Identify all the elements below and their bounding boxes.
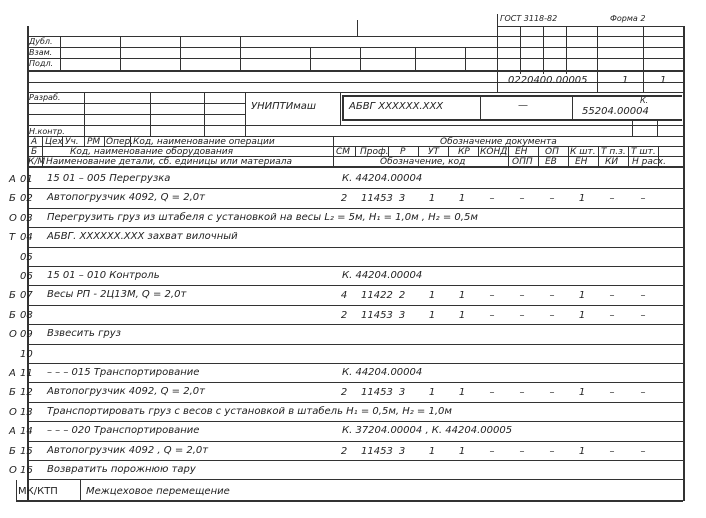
row-doc: К. 37204.00004 , К. 44204.00005: [342, 425, 513, 437]
row-number: 11: [20, 368, 33, 379]
row-cell-ut: 1: [428, 290, 436, 302]
row-text: Перегрузить груз из штабеля с установкой на весы L₂ = 5м, H₁ = 1,0м , H₂ = 0,5м: [47, 211, 478, 223]
row-text: АБВГ. ХХХХХХ.ХХХ захват вилочный: [47, 231, 238, 243]
row-number: 08: [20, 309, 33, 321]
row-cell-ut: 1: [428, 193, 436, 205]
col-b-tpz: Т п.з.: [601, 147, 626, 157]
row-number: 06: [20, 271, 33, 282]
row-text: Автопогрузчик 4092 , Q = 2,0т: [47, 444, 209, 456]
col-a-rm: РМ: [87, 137, 101, 147]
col-a-oper: Опер.: [106, 137, 134, 147]
row-cell-tpz: –: [609, 193, 615, 205]
row-cell-kshm: 1: [578, 387, 586, 399]
row-letter: Б: [9, 387, 16, 399]
row-number: 14: [20, 426, 33, 438]
sheet-number: 1: [660, 75, 667, 86]
row-cell-kr: 1: [458, 193, 466, 205]
row-cell-prof: 11453: [361, 387, 393, 399]
row-text: – – – 020 Транспортирование: [47, 425, 200, 437]
table-row: [0, 325, 706, 344]
row-cell-kond: –: [489, 445, 495, 457]
row-cell-tsht: –: [640, 387, 646, 399]
table-row: [0, 306, 706, 325]
table-row: [0, 286, 706, 305]
row-cell-tpz: –: [609, 290, 615, 302]
table-row: [0, 345, 706, 364]
row-cell-kshm: 1: [578, 193, 586, 205]
row-cell-tsht: –: [640, 290, 646, 302]
row-cell-kr: 1: [458, 290, 466, 302]
standard-label: ГОСТ 3118-82: [500, 14, 558, 23]
col-a-name: Код, наименование операции: [133, 137, 275, 147]
row-cell-kshm: 1: [578, 309, 586, 321]
row-cell-sm: 2: [340, 387, 348, 399]
row-cell-en: –: [519, 193, 525, 205]
doc-number: 0220400.00005: [508, 75, 588, 86]
row-number: 04: [20, 232, 33, 244]
row-cell-kond: –: [489, 387, 495, 399]
row-letter: Б: [9, 309, 16, 321]
row-cell-kshm: 1: [578, 290, 586, 302]
table-row: [0, 442, 706, 461]
row-cell-op: –: [549, 445, 555, 457]
row-doc: К. 44204.00004: [342, 367, 423, 378]
label-razrab: Разраб.: [29, 93, 61, 102]
row-cell-en: –: [519, 290, 525, 302]
col-km-letter: К/М: [28, 157, 46, 167]
table-row: [0, 228, 706, 247]
row-cell-tpz: –: [609, 309, 615, 321]
row-cell-r: 3: [398, 445, 406, 457]
col-km-en: ЕН: [575, 157, 588, 167]
row-cell-tsht: –: [640, 309, 646, 321]
table-row: [0, 267, 706, 286]
row-cell-op: –: [549, 290, 555, 302]
row-text: – – – 015 Транспортирование: [47, 367, 200, 378]
col-km-name: Наименование детали, сб. единицы или материала: [46, 157, 293, 167]
row-letter: О: [9, 465, 17, 476]
col-b-tsht: Т шт.: [631, 147, 656, 157]
row-cell-op: –: [549, 309, 555, 321]
row-cell-kr: 1: [458, 309, 466, 321]
col-b-name: Код, наименование оборудования: [70, 147, 234, 157]
footer-code: МК/КТП: [18, 486, 58, 497]
row-text: 15 01 – 010 Контроль: [47, 270, 160, 281]
col-a-docs: Обозначение документа: [440, 137, 557, 147]
row-number: 15: [20, 445, 33, 457]
row-cell-kr: 1: [458, 387, 466, 399]
row-cell-kond: –: [489, 290, 495, 302]
col-km-ev: ЕВ: [545, 157, 557, 167]
form-label: Форма 2: [610, 14, 646, 23]
col-km-opp: ОПП: [512, 157, 533, 167]
row-cell-en: –: [519, 387, 525, 399]
row-cell-r: 3: [398, 309, 406, 321]
label-vzam: Взам.: [29, 48, 53, 57]
table-row: [0, 422, 706, 441]
row-number: 07: [20, 290, 33, 302]
row-number: 12: [20, 387, 33, 399]
row-cell-ut: 1: [428, 309, 436, 321]
organization: УНИПТИмаш: [251, 101, 317, 112]
row-letter: Б: [9, 290, 16, 302]
row-doc: К. 44204.00004: [342, 270, 423, 281]
row-letter: Б: [9, 445, 16, 457]
row-number: 16: [20, 465, 33, 476]
row-cell-en: –: [519, 445, 525, 457]
row-number: 09: [20, 329, 33, 341]
col-b-kond: КОНД: [480, 147, 508, 157]
row-cell-ut: 1: [428, 445, 436, 457]
col-b-sm: СМ: [336, 147, 351, 157]
table-row: [0, 383, 706, 402]
row-cell-sm: 2: [340, 309, 348, 321]
col-b-kr: КР: [458, 147, 470, 157]
col-a-ceh: Цех: [45, 137, 63, 147]
col-km-nras: Н расх.: [632, 157, 666, 167]
row-text: Весы РП - 2Ц13М, Q = 2,0т: [47, 289, 187, 301]
col-b-en: ЕН: [515, 147, 528, 157]
row-number: 10: [20, 348, 33, 360]
row-letter: О: [9, 406, 17, 418]
row-cell-sm: 4: [340, 290, 348, 302]
label-nkontr: Н.контр.: [29, 127, 65, 136]
sheet-count: 1: [622, 75, 629, 86]
row-number: 03: [20, 212, 33, 224]
col-km-kn: КИ: [605, 157, 619, 167]
k-number: 55204.00004: [582, 106, 649, 117]
table-row: [0, 170, 706, 189]
table-row: [0, 209, 706, 228]
table-row: [0, 364, 706, 383]
row-cell-sm: 2: [340, 445, 348, 457]
col-a-uch: Уч.: [65, 137, 79, 147]
row-letter: Т: [9, 232, 16, 244]
row-number: 02: [20, 193, 33, 205]
col-b-ut: УТ: [428, 147, 439, 157]
row-letter: А: [9, 368, 16, 379]
row-text: Возвратить порожнюю тару: [47, 464, 196, 475]
row-cell-r: 3: [398, 193, 406, 205]
col-b-op: ОП: [545, 147, 559, 157]
row-cell-op: –: [549, 387, 555, 399]
row-cell-tsht: –: [640, 445, 646, 457]
row-cell-kr: 1: [458, 445, 466, 457]
row-cell-tsht: –: [640, 193, 646, 205]
label-dubl: Дубл.: [29, 37, 53, 46]
row-text: 15 01 – 005 Перегрузка: [47, 173, 171, 184]
row-cell-sm: 2: [340, 193, 348, 205]
col-km-code: Обозначение, код: [380, 157, 466, 167]
row-cell-tpz: –: [609, 387, 615, 399]
doc-code: АБВГ ХХХХХХ.ХХХ: [349, 101, 444, 112]
table-row: [0, 403, 706, 422]
row-letter: Б: [9, 193, 16, 205]
label-podl: Подл.: [29, 59, 54, 68]
row-number: 05: [20, 251, 33, 263]
row-letter: О: [9, 329, 17, 341]
k-prefix: К.: [640, 96, 649, 105]
row-cell-r: 3: [398, 387, 406, 399]
row-cell-ut: 1: [428, 387, 436, 399]
col-b-prof: Проф.: [360, 147, 389, 157]
table-row: [0, 461, 706, 480]
row-cell-r: 2: [398, 290, 406, 302]
col-b-kshm: К шт.: [570, 147, 596, 157]
row-cell-prof: 11453: [361, 445, 393, 457]
row-cell-tpz: –: [609, 445, 615, 457]
row-number: 01: [20, 174, 33, 185]
row-text: Автопогрузчик 4092, Q = 2,0т: [47, 386, 205, 398]
row-letter: О: [9, 212, 17, 224]
row-text: Взвесить груз: [47, 328, 121, 340]
row-cell-op: –: [549, 193, 555, 205]
table-row: [0, 248, 706, 267]
col-a-letter: А: [31, 137, 38, 147]
row-cell-prof: 11422: [361, 290, 393, 302]
row-text: Транспортировать груз с весов с установкой в штабель H₁ = 0,5м, H₂ = 1,0м: [47, 405, 452, 417]
table-row: [0, 189, 706, 208]
row-cell-prof: 11453: [361, 309, 393, 321]
row-cell-en: –: [519, 309, 525, 321]
col-b-r: Р: [400, 147, 406, 157]
row-cell-prof: 11453: [361, 193, 393, 205]
row-letter: А: [9, 174, 16, 185]
row-doc: К. 44204.00004: [342, 173, 423, 184]
col-b-letter: Б: [31, 147, 38, 157]
footer-text: Межцеховое перемещение: [86, 486, 230, 497]
row-cell-kond: –: [489, 193, 495, 205]
doc-dash: —: [518, 100, 528, 111]
row-number: 13: [20, 406, 33, 418]
row-text: Автопогрузчик 4092, Q = 2,0т: [47, 192, 205, 204]
row-cell-kond: –: [489, 309, 495, 321]
row-letter: А: [9, 426, 16, 438]
row-cell-kshm: 1: [578, 445, 586, 457]
